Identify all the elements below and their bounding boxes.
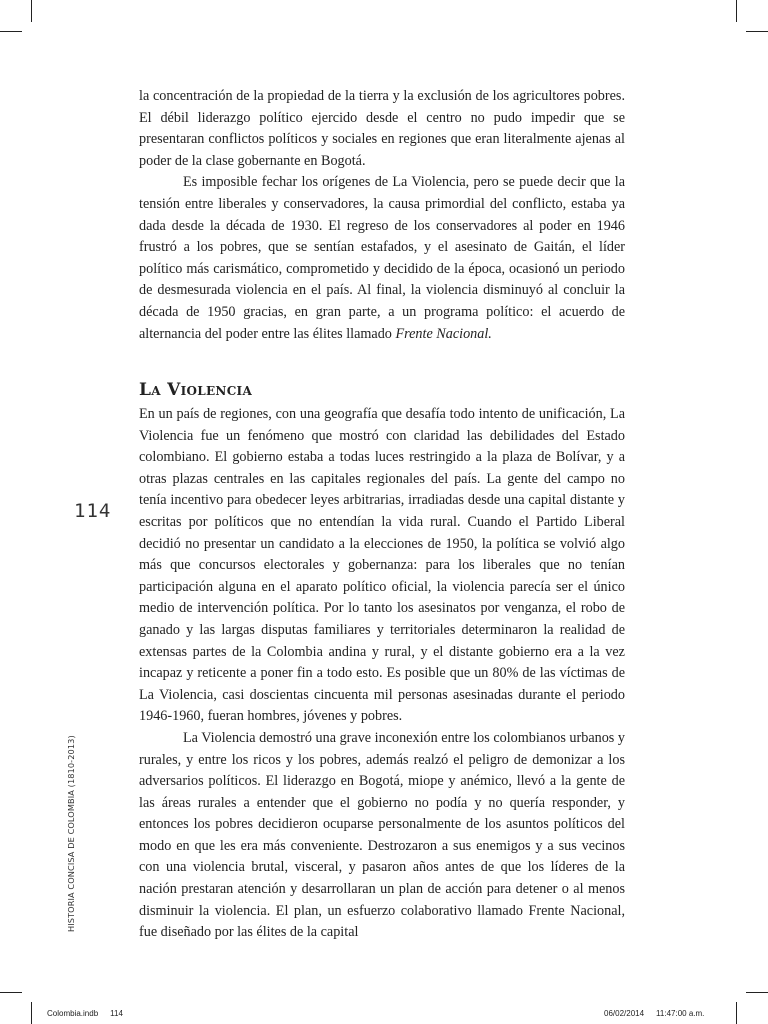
- footer-page: 114: [110, 1009, 123, 1018]
- body-text-bottom: [139, 404, 625, 944]
- page-number: 114: [74, 500, 112, 522]
- crop-mark: [31, 1002, 32, 1024]
- footer-timestamp: [604, 1009, 704, 1018]
- crop-mark: [0, 992, 22, 993]
- crop-mark: [0, 31, 22, 32]
- footer-date: 06/02/2014: [604, 1009, 645, 1018]
- paragraph: En un país de regiones, con una geografía que desafía todo intento de unificación, La Violencia fue un fenómeno que mostró con claridad las debilidades del Estado colombiano. El gobierno estaba a todas luces restringido a la plaza de Bolívar, y a otras plazas centrales en las capitales regionales del país. La gente del campo no tenía incentivo para obedecer leyes arbitrarias, irradiadas desde una capital distante y escritas por políticos que no entendían la vida rural. Cuando el Partido Liberal decidió no presentar un candidato a la elecciones de 1950, la política se volvió algo más que concursos electorales y gobernanza: para los liberales que no tenían participación alguna en el aparato político oficial, la violencia parecía ser el único medio de intervención política. Por lo tanto los asesinatos por venganza, el robo de ganado y las largas disputas familiares y territoriales determinaron la realidad de extensas partes de la Colombia andina y rural, y el distante gobierno era a la vez incapaz y reticente a poner fin a todo esto. Es posible que un 80% de las víctimas de La Violencia, casi doscientas cincuenta mil personas asesinadas durante el periodo 1946-1960, fueran hombres, jóvenes y pobres.: [139, 406, 625, 725]
- paragraph: [139, 172, 625, 345]
- italic-term: Frente Nacional.: [395, 325, 492, 342]
- crop-mark: [746, 31, 768, 32]
- footer-file: Colombia.indb: [47, 1009, 99, 1018]
- body-text-top: [139, 86, 625, 345]
- section-title: La Violencia: [139, 380, 253, 400]
- crop-mark: [746, 992, 768, 993]
- footer-time: 11:47:00 a.m.: [656, 1009, 705, 1018]
- crop-mark: [736, 0, 737, 22]
- running-head: HISTORIA CONCISA DE COLOMBIA (1810-2013): [66, 735, 76, 932]
- paragraph-text: Es imposible fechar los orígenes de La Violencia, pero se puede decir que la tensión entre liberales y conservadores, la causa primordial del conflicto, estaba ya dada desde la década de 1930. El regreso de los conservadores al poder en 1946 frustró a los pobres, que se sentían estafados, y el asesinato de Gaitán, el líder político más carismático, comprometido y decidido de la época, ocasionó un periodo de desmesurada violencia en el país. Al final, la violencia disminuyó al concluir la década de 1950 gracias, en gran parte, a un programa político: el acuerdo de alternancia del poder entre las élites llamado: [139, 174, 625, 342]
- footer-file-info: [47, 1009, 123, 1018]
- crop-mark: [31, 0, 32, 22]
- paragraph: la concentración de la propiedad de la tierra y la exclusión de los agricultores pobres. El débil liderazgo político ejercido desde el centro no pudo impedir que se presentaran conflictos políticos y sociales en regiones que eran literalmente ajenas al poder de la clase gobernante en Bogotá.: [139, 88, 625, 169]
- paragraph: La Violencia demostró una grave inconexión entre los colombianos urbanos y rurales, y entre los ricos y los pobres, además realzó el peligro de demonizar a los adversarios políticos. El liderazgo en Bogotá, miope y anémico, llevó a la gente de las áreas rurales a entender que el gobierno no podía y no quería responder, y entonces los pobres decidieron ocuparse personalmente de los asuntos políticos del modo en que les era más conveniente. Destrozaron a sus enemigos y a sus vecinos con una violencia brutal, visceral, y pasaron años antes de que los líderes de la nación prestaran atención y desarrollaran un plan de acción para detener o al menos disminuir la violencia. El plan, un esfuerzo colaborativo llamado Frente Nacional, fue diseñado por las élites de la capital: [139, 729, 625, 941]
- crop-mark: [736, 1002, 737, 1024]
